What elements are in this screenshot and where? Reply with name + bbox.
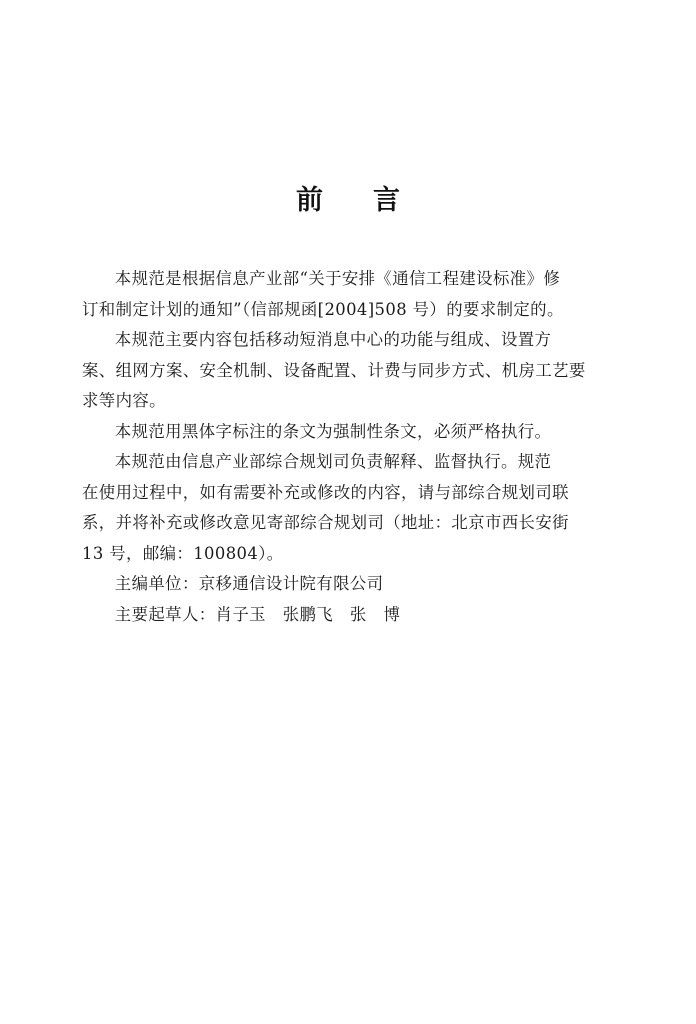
text-line: 本规范主要内容包括移动短消息中心的功能与组成、设置方: [114, 330, 552, 349]
page-title: 前言: [296, 185, 450, 216]
paragraph-mandatory: [82, 417, 607, 448]
paragraph-drafters: [82, 600, 607, 631]
paragraph-content: [82, 325, 607, 417]
text-line: 本规范是根据信息产业部“关于安排《通信工程建设标准》修: [114, 269, 561, 288]
text-line: 本规范由信息产业部综合规划司负责解释、监督执行。规范: [114, 452, 552, 471]
document-body: [82, 264, 607, 630]
paragraph-interpretation: [82, 447, 607, 569]
paragraph-editor-unit: [82, 569, 607, 600]
text-line: 主编单位：京移通信设计院有限公司: [114, 574, 384, 593]
text-line: 案、组网方案、安全机制、设备配置、计费与同步方式、机房工艺要: [82, 360, 586, 380]
paragraph-basis: [82, 264, 607, 325]
text-line: 在使用过程中，如有需要补充或修改的内容，请与部综合规划司联: [82, 482, 569, 502]
text-line: 主要起草人：肖子玉 张鹏飞 张 博: [114, 604, 401, 624]
text-line: 求等内容。: [82, 391, 166, 410]
text-line: 系，并将补充或修改意见寄部综合规划司（地址：北京市西长安街: [82, 513, 569, 532]
text-line: 本规范用黑体字标注的条文为强制性条文，必须严格执行。: [114, 421, 552, 441]
text-line: 13 号，邮编：100804）。: [82, 543, 284, 563]
text-line: 订和制定计划的通知”（信部规函[2004]508 号）的要求制定的。: [82, 299, 564, 319]
